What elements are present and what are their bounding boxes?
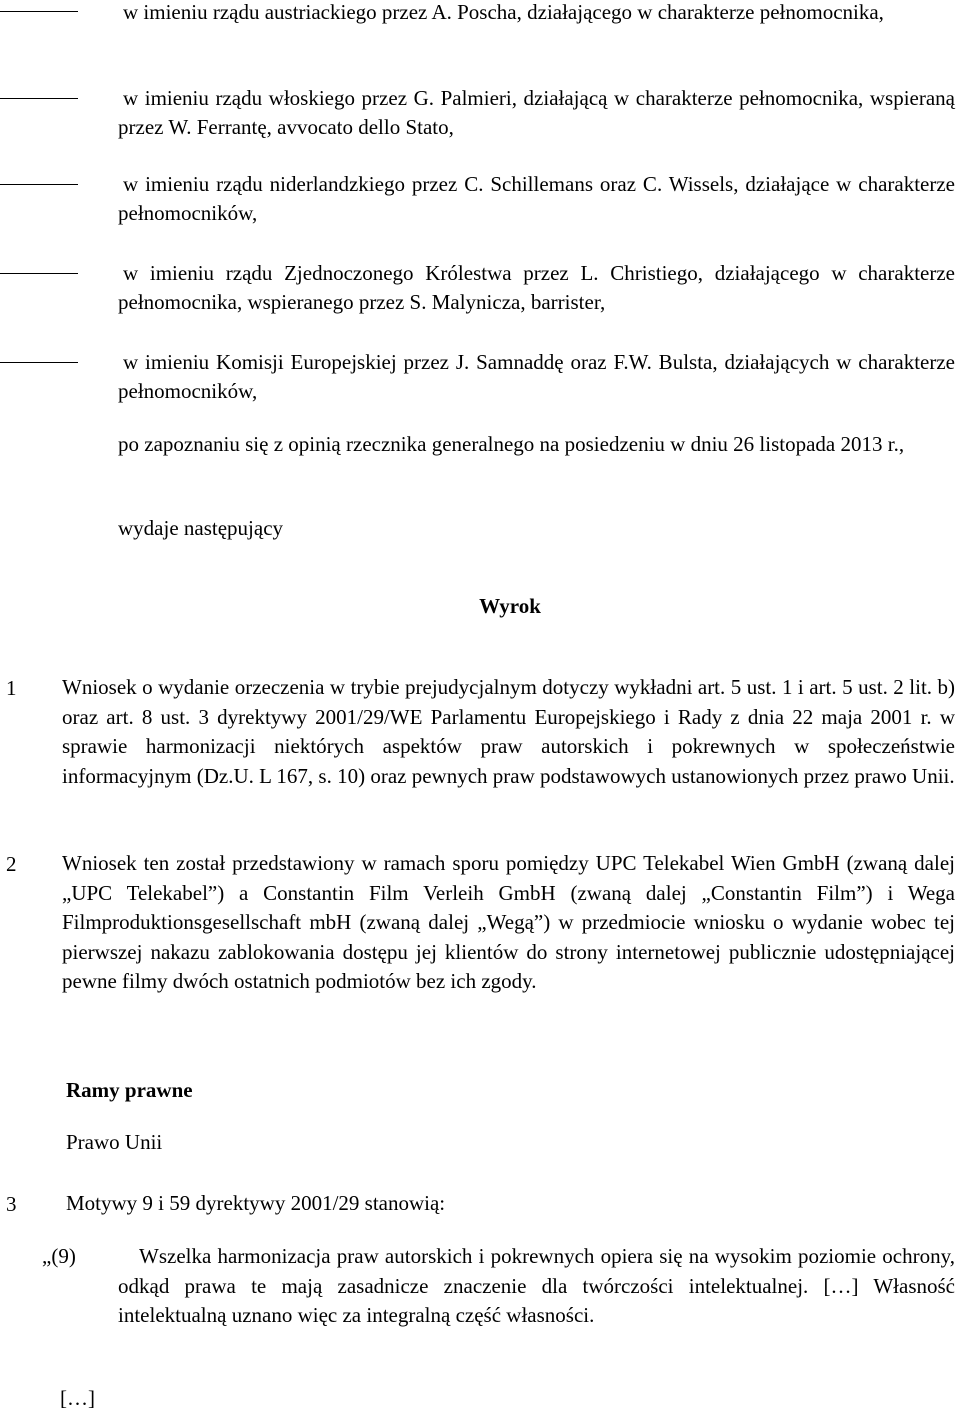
after-opinion-span: po zapoznaniu się z opinią rzecznika generalnego na posiedzeniu w dniu 26 listopada 2013 r.,: [118, 432, 905, 456]
dash-marker: [0, 11, 78, 12]
paragraph-2-text: [62, 849, 955, 997]
paragraph-3-text: [66, 1189, 955, 1219]
quote-span: Wszelka harmonizacja praw autorskich i pokrewnych opiera się na wysokim poziomie ochrony, odkąd prawa te mają zasadnicze znaczenie dla twórczości intelektualnej. […] Własność intelektualną uznano więc za integralną część własności.: [118, 1244, 955, 1327]
paragraph-text: Motywy 9 i 59 dyrektywy 2001/29 stanowią:: [66, 1191, 446, 1215]
representative-text: w imieniu Komisji Europejskiej przez J. Samnaddę oraz F.W. Bulsta, działających w charakterze pełnomocników,: [118, 350, 955, 403]
representative-text: w imieniu rządu włoskiego przez G. Palmieri, działającą w charakterze pełnomocnika, wspieraną przez W. Ferrantę, avvocato dello Stato,: [118, 86, 955, 139]
representative-text: w imieniu rządu austriackiego przez A. Poscha, działającego w charakterze pełnomocnika,: [123, 0, 884, 24]
representative-item: [118, 84, 955, 142]
paragraph-text: Wniosek o wydanie orzeczenia w trybie prejudycjalnym dotyczy wykładni art. 5 ust. 1 i art. 5 ust. 2 lit. b) oraz art. 8 ust. 3 dyrektywy 2001/29/WE Parlamentu Europejskiego i Rady z dnia 22 maja 2001 r. w sprawie harmonizacji niektórych aspektów praw autorskich i pokrewnych w społeczeństwie informacyjnym (Dz.U. L 167, s. 10) oraz pewnych praw podstawowych ustanowionych przez prawo Unii.: [62, 675, 955, 788]
quote-label: „(9): [42, 1244, 76, 1268]
section-heading: Ramy prawne: [66, 1078, 193, 1102]
subsection-heading: Prawo Unii: [66, 1130, 163, 1154]
dash-marker: [0, 98, 78, 99]
paragraph-number: 2: [6, 852, 17, 876]
paragraph-number: 3: [6, 1192, 17, 1216]
paragraph-1-text: [62, 673, 955, 791]
representative-text: w imieniu rządu niderlandzkiego przez C. Schillemans oraz C. Wissels, działające w charakterze pełnomocników,: [118, 172, 955, 225]
representative-item: [118, 348, 955, 406]
issues-span: wydaje następujący: [118, 516, 284, 540]
dash-marker: [0, 184, 78, 185]
quote-text: [118, 1242, 955, 1331]
ellipsis-text: […]: [60, 1386, 95, 1410]
dash-marker: [0, 273, 78, 274]
representative-item: [118, 259, 955, 317]
dash-marker: [0, 362, 78, 363]
representative-item: [118, 0, 955, 27]
paragraph-number: 1: [6, 676, 17, 700]
issues-text: [118, 514, 718, 544]
representative-text: w imieniu rządu Zjednoczonego Królestwa przez L. Christiego, działającego w charakterze pełnomocnika, wspieranego przez S. Malynicza, barrister,: [118, 261, 955, 314]
paragraph-text: Wniosek ten został przedstawiony w ramach sporu pomiędzy UPC Telekabel Wien GmbH (zwaną dalej „UPC Telekabel”) a Constantin Film Verleih GmbH (zwaną dalej „Constantin Film”) i Wega Filmproduktionsgesellschaft mbH (zwaną dalej „Wegą”) w przedmiocie wniosku o wydanie wobec tej pierwszej nakazu zablokowania dostępu jej klientów do strony internetowej publicznie udostępniającej pewne filmy dwóch ostatnich podmiotów bez ich zgody.: [62, 851, 955, 993]
representative-item: [118, 170, 955, 228]
after-opinion-text: [118, 430, 955, 460]
judgment-heading: Wyrok: [479, 594, 541, 618]
